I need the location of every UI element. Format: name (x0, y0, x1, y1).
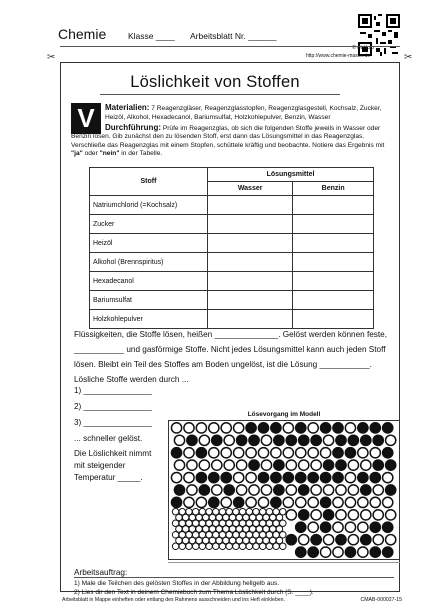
materialien-text: 7 Reagenzgläser, Reagenzglasstopfen, Reagenzglasgestell, Kochsalz, Zucker, Heizöl, Alkohol, Hexadecanol, Bariumsulfat, Holzkohlepulver, Benzin, Wasser (105, 105, 382, 121)
solvent-particle (336, 535, 346, 545)
page-title: Löslichkeit von Stoffen (130, 73, 300, 91)
solute-particle (308, 448, 318, 458)
solute-particle (373, 485, 383, 495)
solute-particle (348, 485, 358, 495)
table-row (90, 291, 374, 310)
solute-particle (358, 448, 368, 458)
scissors-icon: ✂ (47, 52, 56, 63)
solute-particle (345, 522, 355, 532)
solvent-particle (386, 460, 396, 470)
solute-particle (221, 423, 231, 433)
solute-particle (336, 485, 346, 495)
solute-particle (283, 497, 293, 507)
solvent-particle (271, 497, 281, 507)
versuch-badge: V (71, 103, 101, 134)
crystal-particle (172, 543, 179, 550)
solvent-particle (373, 460, 383, 470)
solute-particle (320, 448, 330, 458)
solute-particle (196, 497, 206, 507)
solute-particle (212, 460, 222, 470)
solute-particle (323, 435, 333, 445)
solvent-particle (345, 448, 355, 458)
benzin-cell[interactable] (293, 310, 374, 329)
solvent-particle (370, 423, 380, 433)
solute-particle (286, 460, 296, 470)
solute-particle (187, 485, 197, 495)
solute-particle (246, 448, 256, 458)
wasser-cell[interactable] (208, 291, 293, 310)
solute-particle (296, 448, 306, 458)
solute-particle (308, 522, 318, 532)
solvent-particle (174, 485, 184, 495)
solvent-particle (187, 435, 197, 445)
model-baseline (168, 562, 400, 563)
table-row (90, 310, 374, 329)
solute-particle (299, 535, 309, 545)
solvent-particle (323, 460, 333, 470)
solute-particle (184, 448, 194, 458)
crystal-particle (273, 543, 280, 550)
solute-particle (246, 497, 256, 507)
durchfuehrung-end: in der Tabelle. (119, 150, 163, 158)
method-line-2: 2) _______________ (74, 402, 152, 411)
solvent-particle (296, 547, 306, 557)
solute-particle (308, 497, 318, 507)
solute-particle (258, 448, 268, 458)
solvent-particle (171, 448, 181, 458)
solvent-particle (386, 485, 396, 495)
solute-particle (373, 510, 383, 520)
solvent-particle (320, 423, 330, 433)
solute-particle (361, 510, 371, 520)
table-row (90, 215, 374, 234)
solute-particle (386, 510, 396, 520)
solvent-particle (274, 460, 284, 470)
solvent-particle (383, 423, 393, 433)
header-cut-line (60, 46, 400, 47)
solute-particle (358, 497, 368, 507)
solute-particle (311, 510, 321, 520)
copyright: © wt / ksp (352, 45, 375, 51)
table-row (90, 196, 374, 215)
solute-particle (261, 435, 271, 445)
website-url: http://www.chemie-master.de (306, 53, 371, 59)
wasser-cell[interactable] (208, 272, 293, 291)
worksheet-header (58, 26, 358, 46)
crystal-particle (259, 543, 266, 550)
solvent-particle (296, 472, 306, 482)
stoff-header: Stoff (90, 168, 208, 196)
cloze-paragraph: Flüssigkeiten, die Stoffe lösen, heißen ______________. Gelöst werden können feste, ___________ und gasförmige Stoffe. Nicht jedes Lösungsmittel kann auch jeden Stoff lösen. Bleibt ein Teil des Stoffes am Boden ungelöst, ist die Lösung ___________. Lösliche Stoffe werden durch ... (74, 330, 388, 384)
solvent-particle (271, 472, 281, 482)
solvent-particle (320, 472, 330, 482)
table-row (90, 253, 374, 272)
wasser-cell[interactable] (208, 215, 293, 234)
crystal-particle (239, 543, 246, 550)
durchfuehrung-text: Prüfe im Reagenzglas, ob sich die folgenden Stoffe jeweils in Wasser oder Benzin lösen. Gib zunächst den zu lösenden Stoff, erst dann das Lösungsmittel in das Reagenzglas. Verschließe das Reagenzglas mit einem Stopfen, schüttele kräftig und beobachte. Notiere das Ergebnis mit (71, 125, 385, 149)
durchfuehrung-paragraph (71, 124, 393, 159)
materialien-paragraph (105, 103, 393, 122)
solvent-particle (209, 472, 219, 482)
materialien-label: Materialien: (105, 103, 150, 112)
wasser-cell[interactable] (208, 310, 293, 329)
solute-particle (370, 497, 380, 507)
solvent-particle (333, 448, 343, 458)
title-underline (100, 94, 340, 95)
durchfuehrung-label: Durchführung: (105, 123, 161, 132)
solute-particle (283, 448, 293, 458)
solvent-particle (296, 423, 306, 433)
table-row (90, 272, 374, 291)
solute-particle (212, 485, 222, 495)
solute-particle (224, 435, 234, 445)
stoff-cell: Alkohol (Brennspiritus) (90, 253, 208, 272)
solute-particle (221, 448, 231, 458)
solvent-particle (286, 435, 296, 445)
solute-particle (171, 472, 181, 482)
solvent-particle (308, 547, 318, 557)
solute-particle (358, 547, 368, 557)
solvent-particle (299, 485, 309, 495)
solvent-particle (320, 522, 330, 532)
solute-particle (199, 460, 209, 470)
solute-particle (373, 535, 383, 545)
temperature-sentence: Die Löslichkeit nimmt mit steigender Temperatur _____. (74, 449, 152, 482)
stoff-cell: Hexadecanol (90, 272, 208, 291)
solvent-particle (358, 472, 368, 482)
solvent-particle (370, 547, 380, 557)
solvent-particle (258, 423, 268, 433)
wasser-cell[interactable] (208, 253, 293, 272)
worksheet-code: CMAB-000027-15 (360, 597, 402, 603)
solute-particle (224, 460, 234, 470)
solute-particle (261, 485, 271, 495)
crystal-particle (280, 543, 287, 550)
solvent-particle (196, 472, 206, 482)
solute-particle (308, 423, 318, 433)
method-line-3: 3) _______________ (74, 418, 152, 427)
solvent-particle (320, 497, 330, 507)
solute-particle (348, 510, 358, 520)
solvent-particle (209, 497, 219, 507)
wasser-cell[interactable] (208, 196, 293, 215)
solvent-particle (283, 472, 293, 482)
solute-particle (234, 472, 244, 482)
solute-particle (171, 423, 181, 433)
solute-particle (221, 497, 231, 507)
solute-particle (348, 460, 358, 470)
benzin-cell[interactable] (293, 234, 374, 253)
solvent-particle (274, 435, 284, 445)
solvent-particle (348, 435, 358, 445)
solute-particle (323, 535, 333, 545)
solute-particle (323, 485, 333, 495)
solute-particle (246, 472, 256, 482)
solvent-particle (258, 472, 268, 482)
solvent-particle (336, 435, 346, 445)
solute-particle (320, 547, 330, 557)
solute-particle (296, 497, 306, 507)
method-line-1: 1) _______________ (74, 386, 152, 395)
solute-particle (383, 472, 393, 482)
benzin-cell[interactable] (293, 291, 374, 310)
solvent-particle (370, 522, 380, 532)
solvent-particle (296, 522, 306, 532)
solvent-particle (246, 423, 256, 433)
auftrag-line (74, 577, 394, 578)
crystal-particle (213, 543, 220, 550)
solvent-particle (236, 435, 246, 445)
solvent-particle (361, 435, 371, 445)
solute-particle (299, 460, 309, 470)
task-2: 2) Lies dir den Text in deinem Chemiebuch zum Thema Löslichkeit durch (S. ____). (74, 589, 314, 596)
solvent-particle (221, 472, 231, 482)
solvent-particle (224, 485, 234, 495)
crystal-particle (186, 543, 193, 550)
solvent-particle (383, 522, 393, 532)
solvent-particle (333, 472, 343, 482)
solute-particle (258, 497, 268, 507)
oder-word: oder (82, 150, 100, 158)
solute-particle (187, 460, 197, 470)
crystal-particle (179, 543, 186, 550)
auftrag-label: Arbeitsauftrag: (74, 568, 128, 577)
solvent-particle (373, 435, 383, 445)
solute-particle (348, 535, 358, 545)
solute-particle (209, 423, 219, 433)
dissolution-model-figure (168, 420, 400, 560)
stoff-cell: Holzkohlepulver (90, 310, 208, 329)
crystal-particle (266, 543, 273, 550)
solute-particle (345, 497, 355, 507)
solvent-particle (361, 485, 371, 495)
solute-particle (196, 423, 206, 433)
benzin-cell[interactable] (293, 196, 374, 215)
benzin-header: Benzin (293, 182, 374, 196)
solute-particle (261, 460, 271, 470)
solute-particle (333, 522, 343, 532)
crystal-particle (199, 543, 206, 550)
solute-particle (174, 435, 184, 445)
solvent-particle (274, 485, 284, 495)
solute-particle (184, 497, 194, 507)
solute-particle (271, 448, 281, 458)
solute-particle (370, 448, 380, 458)
solute-particle (236, 460, 246, 470)
solute-particle (333, 547, 343, 557)
table-row (90, 234, 374, 253)
solute-particle (345, 472, 355, 482)
solute-particle (361, 460, 371, 470)
solute-particle (184, 472, 194, 482)
solvent-particle (234, 497, 244, 507)
solute-particle (174, 460, 184, 470)
solvent-particle (299, 435, 309, 445)
benzin-cell[interactable] (293, 253, 374, 272)
ja-word: "ja" (71, 150, 83, 158)
solvent-particle (196, 448, 206, 458)
solute-particle (283, 423, 293, 433)
solvent-particle (311, 435, 321, 445)
footer-note: Arbeitsblatt in Mappe einheften oder entlang des Rahmens ausschneiden und ins Heft einkleben. (62, 597, 285, 603)
wasser-cell[interactable] (208, 234, 293, 253)
methods-list (74, 383, 152, 447)
solvent-particle (370, 472, 380, 482)
solute-particle (236, 485, 246, 495)
benzin-cell[interactable] (293, 272, 374, 291)
solute-particle (311, 460, 321, 470)
solvent-particle (299, 510, 309, 520)
solvent-particle (249, 460, 259, 470)
task-1: 1) Male die Teilchen des gelösten Stoffes in der Abbildung hellgelb aus. (74, 580, 280, 587)
crystal-particle (253, 543, 260, 550)
solvent-particle (336, 460, 346, 470)
crystal-particle (219, 543, 226, 550)
solute-particle (286, 485, 296, 495)
solvent-particle (383, 547, 393, 557)
solvent-particle (308, 472, 318, 482)
crystal-particle (192, 543, 199, 550)
arbeitsblatt-field: Arbeitsblatt Nr. ______ (190, 31, 277, 41)
solute-particle (311, 485, 321, 495)
solute-particle (386, 535, 396, 545)
solvent-particle (286, 535, 296, 545)
solute-particle (184, 423, 194, 433)
stoff-cell: Bariumsulfat (90, 291, 208, 310)
solute-particle (386, 435, 396, 445)
solute-particle (249, 485, 259, 495)
crystal-particle (226, 543, 233, 550)
solute-particle (336, 510, 346, 520)
solute-particle (234, 423, 244, 433)
solvent-particle (358, 423, 368, 433)
solute-particle (383, 497, 393, 507)
crystal-particle (246, 543, 253, 550)
solvent-particle (311, 535, 321, 545)
solute-particle (286, 510, 296, 520)
solute-particle (358, 522, 368, 532)
stoff-cell: Zucker (90, 215, 208, 234)
loesungsmittel-header: Lösungsmittel (208, 168, 374, 182)
solvent-particle (271, 423, 281, 433)
solvent-particle (333, 423, 343, 433)
stoff-cell: Heizöl (90, 234, 208, 253)
solvent-particle (383, 448, 393, 458)
solvent-particle (345, 547, 355, 557)
benzin-cell[interactable] (293, 215, 374, 234)
crystal-particle (233, 543, 240, 550)
scissors-icon: ✂ (404, 52, 413, 63)
solvent-particle (171, 497, 181, 507)
solvent-particle (249, 435, 259, 445)
solute-particle (199, 435, 209, 445)
crystal-particle (206, 543, 213, 550)
method-end: ... schneller gelöst. (74, 434, 143, 443)
wasser-header: Wasser (208, 182, 293, 196)
stoff-cell: Natriumchlorid (=Kochsalz) (90, 196, 208, 215)
model-title: Lösevorgang im Modell (247, 411, 321, 418)
solute-particle (333, 497, 343, 507)
solvent-particle (323, 510, 333, 520)
solvent-particle (361, 535, 371, 545)
nein-word: "nein" (99, 150, 120, 158)
solute-particle (234, 448, 244, 458)
subject-title: Chemie (58, 26, 107, 42)
results-table (89, 167, 374, 329)
solvent-particle (212, 435, 222, 445)
solvent-particle (199, 485, 209, 495)
klasse-field: Klasse ____ (128, 31, 175, 41)
solute-particle (345, 423, 355, 433)
solute-particle (209, 448, 219, 458)
